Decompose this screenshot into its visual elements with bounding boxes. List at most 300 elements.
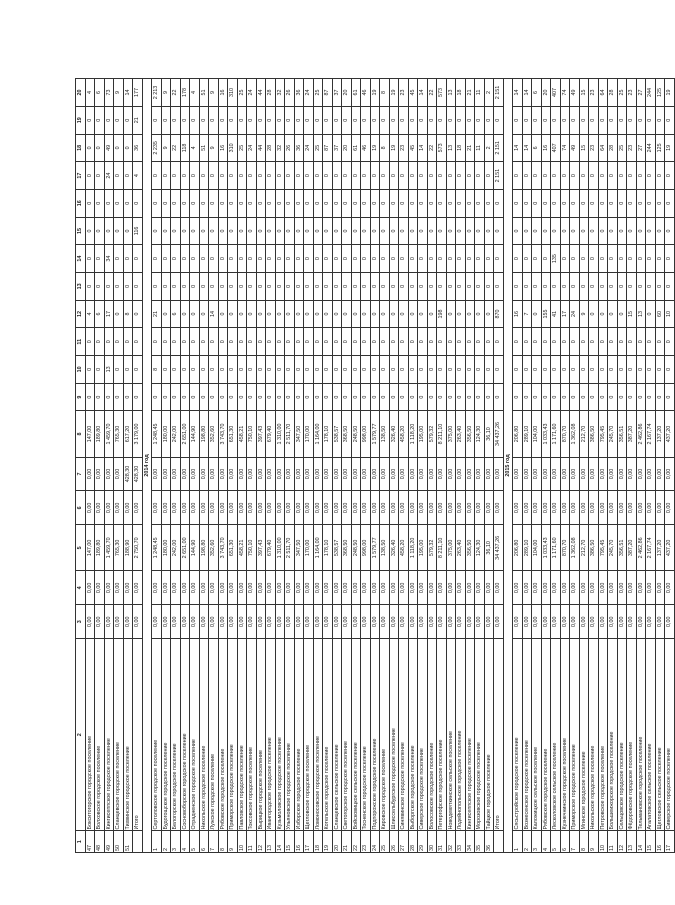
value-cell: 22 — [171, 134, 181, 162]
value-cell: 0 — [285, 106, 295, 134]
value-cell: 0 — [152, 162, 162, 190]
table-row — [199, 79, 209, 853]
value-cell: 0,00 — [608, 457, 618, 491]
value-cell: 0 — [95, 328, 105, 356]
value-cell: 0 — [285, 245, 295, 273]
value-cell: 0,00 — [418, 457, 428, 491]
value-cell: 0,00 — [161, 605, 171, 639]
value-cell: 0 — [389, 217, 399, 245]
value-cell: 0 — [579, 245, 589, 273]
value-cell: 180,00 — [161, 525, 171, 571]
value-cell: 124,30 — [475, 411, 485, 457]
value-cell: 0 — [228, 328, 238, 356]
value-cell: 0,00 — [408, 571, 418, 605]
value-cell: 0 — [313, 245, 323, 273]
value-cell: 0 — [484, 217, 494, 245]
value-cell: 0 — [294, 106, 304, 134]
value-cell: 0 — [465, 328, 475, 356]
value-cell: 3 743,70 — [218, 411, 228, 457]
value-cell: 0,00 — [190, 571, 200, 605]
settlement-name-cell: Токсовское городское поселение — [247, 639, 257, 831]
settlement-name-cell: Котельское городское поселение — [323, 639, 333, 831]
value-cell: 0 — [247, 189, 257, 217]
value-cell: 0 — [171, 245, 181, 273]
value-cell: 0 — [446, 189, 456, 217]
header-cell: 7 — [76, 457, 86, 491]
value-cell: 248,50 — [351, 411, 361, 457]
value-cell: 0,00 — [95, 571, 105, 605]
value-cell: 8 — [152, 356, 162, 384]
row-number-cell: 10 — [598, 831, 608, 853]
value-cell: 4 — [190, 134, 200, 162]
value-cell: 0 — [408, 300, 418, 328]
value-cell: 0 — [551, 162, 561, 190]
value-cell: 0 — [437, 273, 447, 301]
value-cell: 0,00 — [494, 571, 504, 605]
value-cell: 0,00 — [636, 491, 646, 525]
value-cell: 24 — [247, 79, 257, 107]
value-cell: 0 — [190, 328, 200, 356]
value-cell: 0 — [209, 189, 219, 217]
value-cell: 0,00 — [85, 605, 95, 639]
settlement-name-cell: Вырицкое городское поселение — [256, 639, 266, 831]
value-cell: 0 — [304, 383, 314, 411]
value-cell: 0 — [456, 106, 466, 134]
value-cell: 0,00 — [598, 605, 608, 639]
value-cell: 18 — [456, 79, 466, 107]
row-number-cell: 23 — [361, 831, 371, 853]
value-cell: 0,00 — [541, 571, 551, 605]
settlement-name-cell: Кингисеппское городское поселение — [465, 639, 475, 831]
value-cell: 0 — [579, 273, 589, 301]
value-cell: 0 — [427, 189, 437, 217]
value-cell: 0 — [361, 189, 371, 217]
value-cell: 0 — [95, 383, 105, 411]
value-cell: 0 — [323, 356, 333, 384]
value-cell: 651,30 — [228, 411, 238, 457]
value-cell: 0,00 — [171, 457, 181, 491]
value-cell: 0 — [266, 273, 276, 301]
value-cell: 0 — [361, 328, 371, 356]
value-cell: 0 — [608, 300, 618, 328]
value-cell: 137,20 — [655, 525, 665, 571]
value-cell: 0,00 — [313, 605, 323, 639]
value-cell: 0 — [627, 217, 637, 245]
value-cell: 36 — [133, 134, 143, 162]
value-cell: 61 — [351, 134, 361, 162]
value-cell: 0 — [161, 189, 171, 217]
row-number-cell: 4 — [180, 831, 190, 853]
value-cell: 0,00 — [636, 457, 646, 491]
row-number-cell: 35 — [475, 831, 485, 853]
table-row — [475, 79, 485, 853]
value-cell: 0 — [247, 106, 257, 134]
value-cell: 0,00 — [266, 605, 276, 639]
value-cell: 0 — [209, 328, 219, 356]
value-cell: 0 — [446, 162, 456, 190]
value-cell: 0,00 — [294, 491, 304, 525]
value-cell: 0 — [437, 217, 447, 245]
value-cell: 0 — [579, 356, 589, 384]
value-cell: 0,00 — [427, 457, 437, 491]
value-cell: 0,00 — [427, 605, 437, 639]
settlement-name-cell: Тельмановское городское поселение — [636, 639, 646, 831]
table-row — [351, 79, 361, 853]
value-cell: 0 — [522, 245, 532, 273]
value-cell: 0 — [513, 273, 523, 301]
value-cell: 0 — [85, 134, 95, 162]
settlement-name-cell: Щегловское сельское поселение — [655, 639, 665, 831]
value-cell: 11 — [475, 79, 485, 107]
header-cell: 19 — [76, 106, 86, 134]
value-cell: 0 — [342, 162, 352, 190]
value-cell: 0 — [570, 162, 580, 190]
value-cell: 0 — [237, 106, 247, 134]
value-cell: 25 — [617, 134, 627, 162]
value-cell: 0 — [636, 245, 646, 273]
value-cell: 0,00 — [304, 457, 314, 491]
value-cell: 0 — [551, 356, 561, 384]
value-cell: 206,80 — [513, 411, 523, 457]
value-cell: 0 — [589, 106, 599, 134]
value-cell: 0 — [617, 273, 627, 301]
value-cell: 0 — [541, 356, 551, 384]
value-cell: 9 — [114, 79, 124, 107]
value-cell: 18 — [456, 134, 466, 162]
value-cell: 0 — [285, 328, 295, 356]
value-cell: 0 — [665, 356, 675, 384]
table-row — [256, 79, 266, 853]
value-cell: 0,00 — [437, 571, 447, 605]
value-cell: 73 — [104, 79, 114, 107]
value-cell: 263,40 — [456, 411, 466, 457]
value-cell: 0 — [237, 217, 247, 245]
value-cell: 0 — [342, 356, 352, 384]
value-cell: 0 — [399, 189, 409, 217]
value-cell: 0,00 — [323, 605, 333, 639]
value-cell: 0 — [228, 106, 238, 134]
value-cell: 0 — [551, 383, 561, 411]
value-cell: 0 — [589, 273, 599, 301]
value-cell: 0,00 — [589, 491, 599, 525]
value-cell: 0 — [655, 356, 665, 384]
value-cell: 0 — [95, 106, 105, 134]
value-cell: 22 — [171, 79, 181, 107]
settlement-name-cell: Сясьстройское городское поселение — [513, 639, 523, 831]
value-cell: 147,00 — [85, 525, 95, 571]
value-cell: 0 — [475, 217, 485, 245]
value-cell: 244 — [646, 134, 656, 162]
value-cell: 386,50 — [589, 525, 599, 571]
value-cell: 0 — [266, 162, 276, 190]
value-cell: 0,00 — [180, 491, 190, 525]
value-cell: 0 — [370, 106, 380, 134]
value-cell: 64 — [598, 79, 608, 107]
value-cell: 0 — [665, 162, 675, 190]
value-cell: 16 — [541, 134, 551, 162]
value-cell: 326,40 — [389, 525, 399, 571]
value-cell: 0 — [237, 328, 247, 356]
value-cell: 0 — [218, 356, 228, 384]
header-cell: 5 — [76, 525, 86, 571]
value-cell: 0,00 — [275, 571, 285, 605]
value-cell: 0 — [465, 189, 475, 217]
value-cell: 0 — [437, 245, 447, 273]
table-row — [389, 79, 399, 853]
value-cell: 2 167,74 — [646, 411, 656, 457]
value-cell: 0,00 — [171, 571, 181, 605]
value-cell: 0 — [484, 189, 494, 217]
value-cell: 21 — [152, 300, 162, 328]
value-cell: 0,00 — [532, 491, 542, 525]
value-cell: 0 — [627, 383, 637, 411]
row-number-cell: 16 — [655, 831, 665, 853]
row-number-cell: 8 — [218, 831, 228, 853]
value-cell: 22 — [427, 79, 437, 107]
value-cell: 0 — [304, 300, 314, 328]
value-cell: 0 — [475, 356, 485, 384]
value-cell: 0 — [218, 217, 228, 245]
value-cell: 0 — [361, 217, 371, 245]
value-cell: 0 — [85, 273, 95, 301]
value-cell: 0 — [522, 106, 532, 134]
value-cell: 795,45 — [598, 411, 608, 457]
value-cell: 0 — [190, 106, 200, 134]
value-cell: 0 — [608, 245, 618, 273]
value-cell: 0 — [104, 189, 114, 217]
value-cell: 116 — [133, 217, 143, 245]
value-cell: 0 — [161, 383, 171, 411]
value-cell: 0 — [133, 273, 143, 301]
value-cell: 0 — [275, 189, 285, 217]
value-cell: 0 — [342, 106, 352, 134]
value-cell: 0 — [104, 328, 114, 356]
value-cell: 0,00 — [152, 605, 162, 639]
value-cell: 0,00 — [123, 571, 133, 605]
value-cell: 0 — [323, 328, 333, 356]
value-cell: 0 — [475, 300, 485, 328]
value-cell: 19 — [665, 79, 675, 107]
settlement-name-cell: Приморское городское поселение — [570, 639, 580, 831]
row-number-cell: 17 — [665, 831, 675, 853]
value-cell: 0 — [161, 328, 171, 356]
value-cell: 437,20 — [665, 525, 675, 571]
value-cell: 0 — [389, 106, 399, 134]
value-cell: 0,00 — [617, 571, 627, 605]
value-cell: 0 — [351, 273, 361, 301]
value-cell: 0,00 — [228, 457, 238, 491]
value-cell: 347,50 — [294, 525, 304, 571]
value-cell: 0,00 — [636, 571, 646, 605]
value-cell: 0,00 — [570, 491, 580, 525]
value-cell: 0,00 — [665, 605, 675, 639]
value-cell: 0,00 — [494, 605, 504, 639]
value-cell: 0,00 — [522, 457, 532, 491]
row-number-cell: 7 — [209, 831, 219, 853]
value-cell: 0,00 — [551, 605, 561, 639]
value-cell: 1 118,20 — [408, 525, 418, 571]
value-cell: 0 — [275, 300, 285, 328]
value-cell: 0 — [323, 217, 333, 245]
table-row — [541, 79, 551, 853]
table-row — [190, 79, 200, 853]
table-row — [427, 79, 437, 853]
value-cell: 0 — [655, 273, 665, 301]
value-cell: 1 171,60 — [551, 411, 561, 457]
value-cell: 0 — [522, 356, 532, 384]
value-cell: 0,00 — [617, 605, 627, 639]
value-cell: 0 — [313, 106, 323, 134]
value-cell: 0,00 — [560, 457, 570, 491]
value-cell: 0 — [114, 245, 124, 273]
value-cell: 0 — [332, 189, 342, 217]
value-cell: 0 — [266, 189, 276, 217]
value-cell: 0 — [665, 383, 675, 411]
value-cell: 0,00 — [579, 491, 589, 525]
value-cell: 0 — [294, 328, 304, 356]
value-cell: 0 — [123, 245, 133, 273]
table-row — [152, 79, 162, 853]
value-cell: 0 — [560, 106, 570, 134]
settlement-name-cell: Никольское городское поселение — [589, 639, 599, 831]
value-cell: 0 — [114, 273, 124, 301]
value-cell: 0 — [294, 189, 304, 217]
table-body — [76, 79, 675, 853]
value-cell: 0 — [285, 273, 295, 301]
value-cell: 0 — [209, 162, 219, 190]
value-cell: 0 — [456, 217, 466, 245]
settlement-name-cell: Сиверское городское поселение — [418, 639, 428, 831]
value-cell: 0 — [456, 273, 466, 301]
value-cell: 0 — [456, 328, 466, 356]
value-cell: 0 — [579, 189, 589, 217]
value-cell: 16 — [218, 79, 228, 107]
value-cell: 0 — [85, 189, 95, 217]
value-cell: 0 — [541, 162, 551, 190]
value-cell: 21 — [465, 79, 475, 107]
value-cell: 0 — [180, 273, 190, 301]
value-cell: 0 — [294, 217, 304, 245]
row-number-cell: 6 — [560, 831, 570, 853]
value-cell: 458,20 — [399, 525, 409, 571]
value-cell: 0,00 — [598, 571, 608, 605]
value-cell: 0 — [256, 217, 266, 245]
value-cell: 0 — [294, 162, 304, 190]
value-cell: 0 — [370, 245, 380, 273]
value-cell: 10 — [665, 300, 675, 328]
value-cell: 25 — [237, 79, 247, 107]
value-cell: 0 — [636, 328, 646, 356]
settlement-name-cell: Вознесенское городское поселение — [522, 639, 532, 831]
value-cell: 0 — [323, 245, 333, 273]
value-cell: 0 — [228, 189, 238, 217]
value-cell: 170,00 — [304, 411, 314, 457]
settlement-name-cell: Сланцевское сельское поселение — [332, 639, 342, 831]
value-cell: 0,00 — [313, 457, 323, 491]
value-cell: 212,70 — [579, 411, 589, 457]
value-cell: 397,43 — [256, 411, 266, 457]
value-cell: 0 — [180, 245, 190, 273]
value-cell: 0 — [294, 300, 304, 328]
value-cell: 0,00 — [617, 457, 627, 491]
value-cell: 0,00 — [427, 571, 437, 605]
value-cell: 0 — [551, 106, 561, 134]
value-cell: 1 310,00 — [275, 525, 285, 571]
value-cell: 0,00 — [304, 571, 314, 605]
value-cell: 0 — [617, 162, 627, 190]
value-cell: 651,30 — [228, 525, 238, 571]
value-cell: 0 — [275, 328, 285, 356]
value-cell: 0 — [199, 383, 209, 411]
settlement-name-cell: Кингисеппское городское поселение — [104, 639, 114, 831]
value-cell: 124,30 — [475, 525, 485, 571]
settlement-name-cell: Морозовское городское поселение — [475, 639, 485, 831]
value-cell: 0,00 — [513, 457, 523, 491]
value-cell: 0 — [513, 245, 523, 273]
value-cell: 0 — [560, 383, 570, 411]
row-number-cell: 5 — [551, 831, 561, 853]
row-number-cell: 36 — [484, 831, 494, 853]
value-cell: 0 — [294, 245, 304, 273]
value-cell: 0,00 — [636, 605, 646, 639]
value-cell: 0 — [627, 273, 637, 301]
value-cell: 2 — [484, 134, 494, 162]
table-row — [237, 79, 247, 853]
settlement-name-cell: Приморское городское поселение — [228, 639, 238, 831]
value-cell: 1 248,45 — [152, 411, 162, 457]
value-cell: 0 — [380, 245, 390, 273]
value-cell: 0 — [199, 328, 209, 356]
value-cell: 0 — [380, 356, 390, 384]
value-cell: 0 — [133, 383, 143, 411]
row-number-cell: 9 — [589, 831, 599, 853]
value-cell: 74 — [560, 79, 570, 107]
value-cell: 0,00 — [456, 457, 466, 491]
value-cell: 0 — [275, 162, 285, 190]
value-cell: 248,50 — [351, 525, 361, 571]
value-cell: 9 — [161, 79, 171, 107]
value-cell: 2 151 — [494, 79, 504, 107]
value-cell: 0 — [104, 217, 114, 245]
value-cell: 0 — [389, 356, 399, 384]
value-cell: 3 179,00 — [133, 411, 143, 457]
value-cell: 0 — [190, 162, 200, 190]
table-row — [646, 79, 656, 853]
value-cell: 0,00 — [551, 491, 561, 525]
settlement-name-cell: Кузьмоловское городское поселение — [275, 639, 285, 831]
settlement-name-cell: Сертоловское городское поселение — [152, 639, 162, 831]
value-cell: 0 — [437, 106, 447, 134]
value-cell: 0 — [304, 245, 314, 273]
row-number-cell: 4 — [541, 831, 551, 853]
value-cell: 2 511,70 — [285, 525, 295, 571]
value-cell: 1 164,00 — [313, 525, 323, 571]
value-cell: 0 — [95, 356, 105, 384]
settlement-name-cell: Белогорское городское поселение — [171, 639, 181, 831]
value-cell: 0,00 — [351, 571, 361, 605]
value-cell: 0 — [589, 356, 599, 384]
table-row — [228, 79, 238, 853]
row-number-cell: 10 — [237, 831, 247, 853]
row-number-cell: 48 — [95, 831, 105, 853]
value-cell: 1 171,60 — [551, 525, 561, 571]
value-cell: 0,00 — [560, 491, 570, 525]
value-cell: 0 — [655, 162, 665, 190]
table-row — [95, 79, 105, 853]
value-cell: 0,00 — [85, 491, 95, 525]
table-row — [418, 79, 428, 853]
value-cell: 0 — [342, 217, 352, 245]
